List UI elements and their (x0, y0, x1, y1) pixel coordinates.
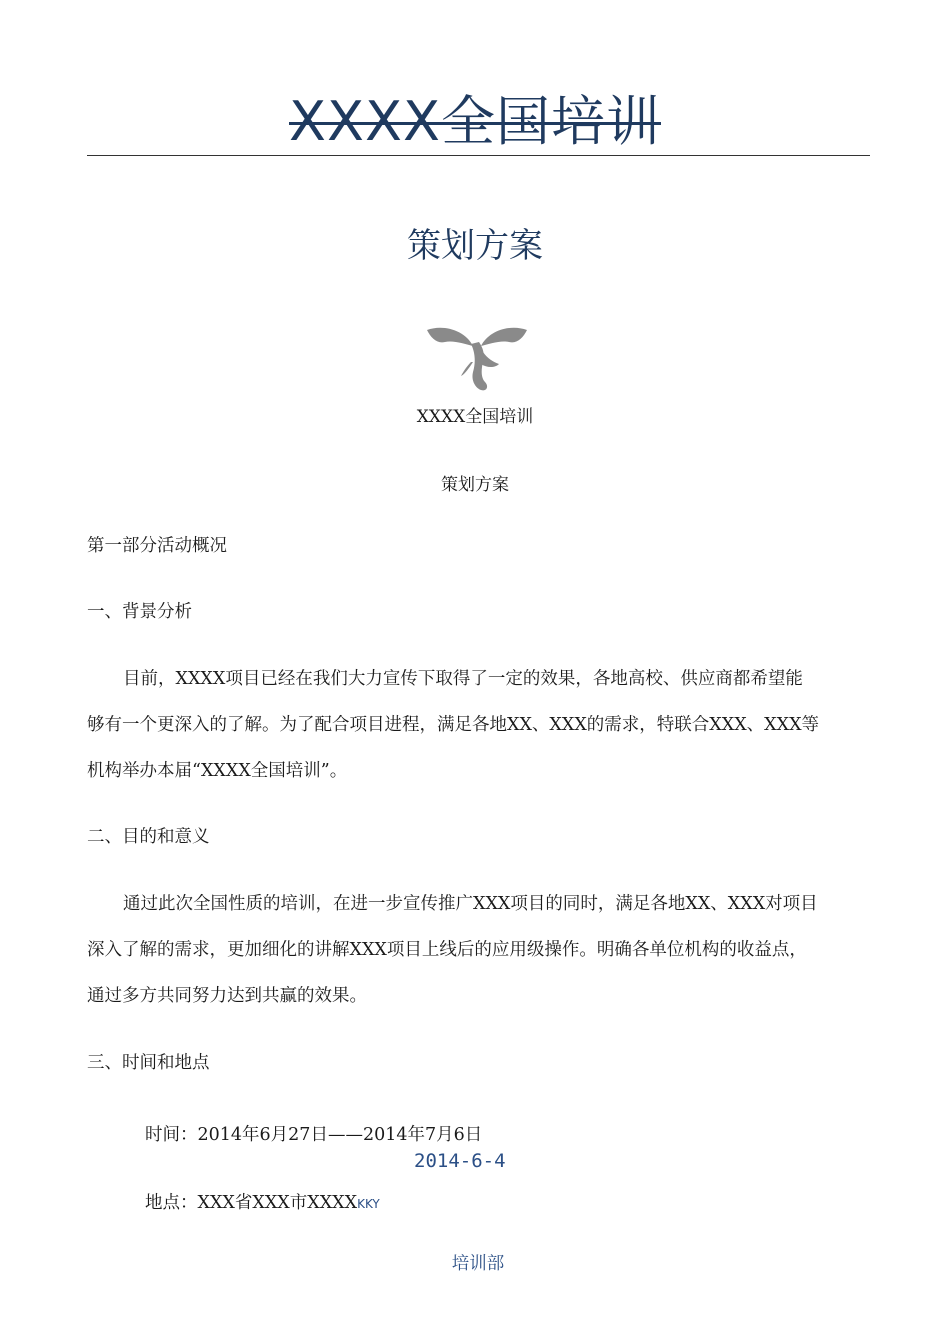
department-name: 培训部 (451, 1254, 505, 1274)
main-title: XXXX全国培训 (289, 90, 661, 153)
place-info (145, 1191, 380, 1216)
cover-line-subtitle: 策划方案 (441, 475, 509, 495)
paragraph-line: 机构举办本届“XXXX全国培训”。 (87, 761, 348, 781)
sprout-leaf-logo-icon (425, 322, 529, 394)
title-divider (87, 155, 870, 156)
cover-line-title: XXXX全国培训 (416, 407, 534, 427)
place-text: 地点：XXX省XXX市XXXX (145, 1193, 358, 1213)
paragraph-line: 够有一个更深入的了解。为了配合项目进程，满足各地XX、XXX的需求，特联合XXX、XXX等 (87, 715, 820, 735)
part-title: 第一部分活动概况 (87, 536, 227, 556)
section-heading-background: 一、背景分析 (87, 602, 192, 622)
time-info: 时间：2014年6月27日——2014年7月6日 (145, 1125, 483, 1145)
section-heading-time-place: 三、时间和地点 (87, 1053, 210, 1073)
paragraph-line: 通过多方共同努力达到共赢的效果。 (87, 986, 367, 1006)
paragraph-line: 目前，XXXX项目已经在我们大力宣传下取得了一定的效果，各地高校、供应商都希望能 (123, 669, 803, 689)
place-suffix: KKY (357, 1197, 380, 1211)
section-heading-purpose: 二、目的和意义 (87, 827, 210, 847)
paragraph-line: 深入了解的需求，更加细化的讲解XXX项目上线后的应用级操作。明确各单位机构的收益点， (87, 940, 807, 960)
subtitle: 策划方案 (407, 226, 543, 266)
document-date: 2014-6-4 (414, 1150, 506, 1172)
paragraph-line: 通过此次全国性质的培训，在进一步宣传推广XXX项目的同时，满足各地XX、XXX对项目 (123, 894, 818, 914)
